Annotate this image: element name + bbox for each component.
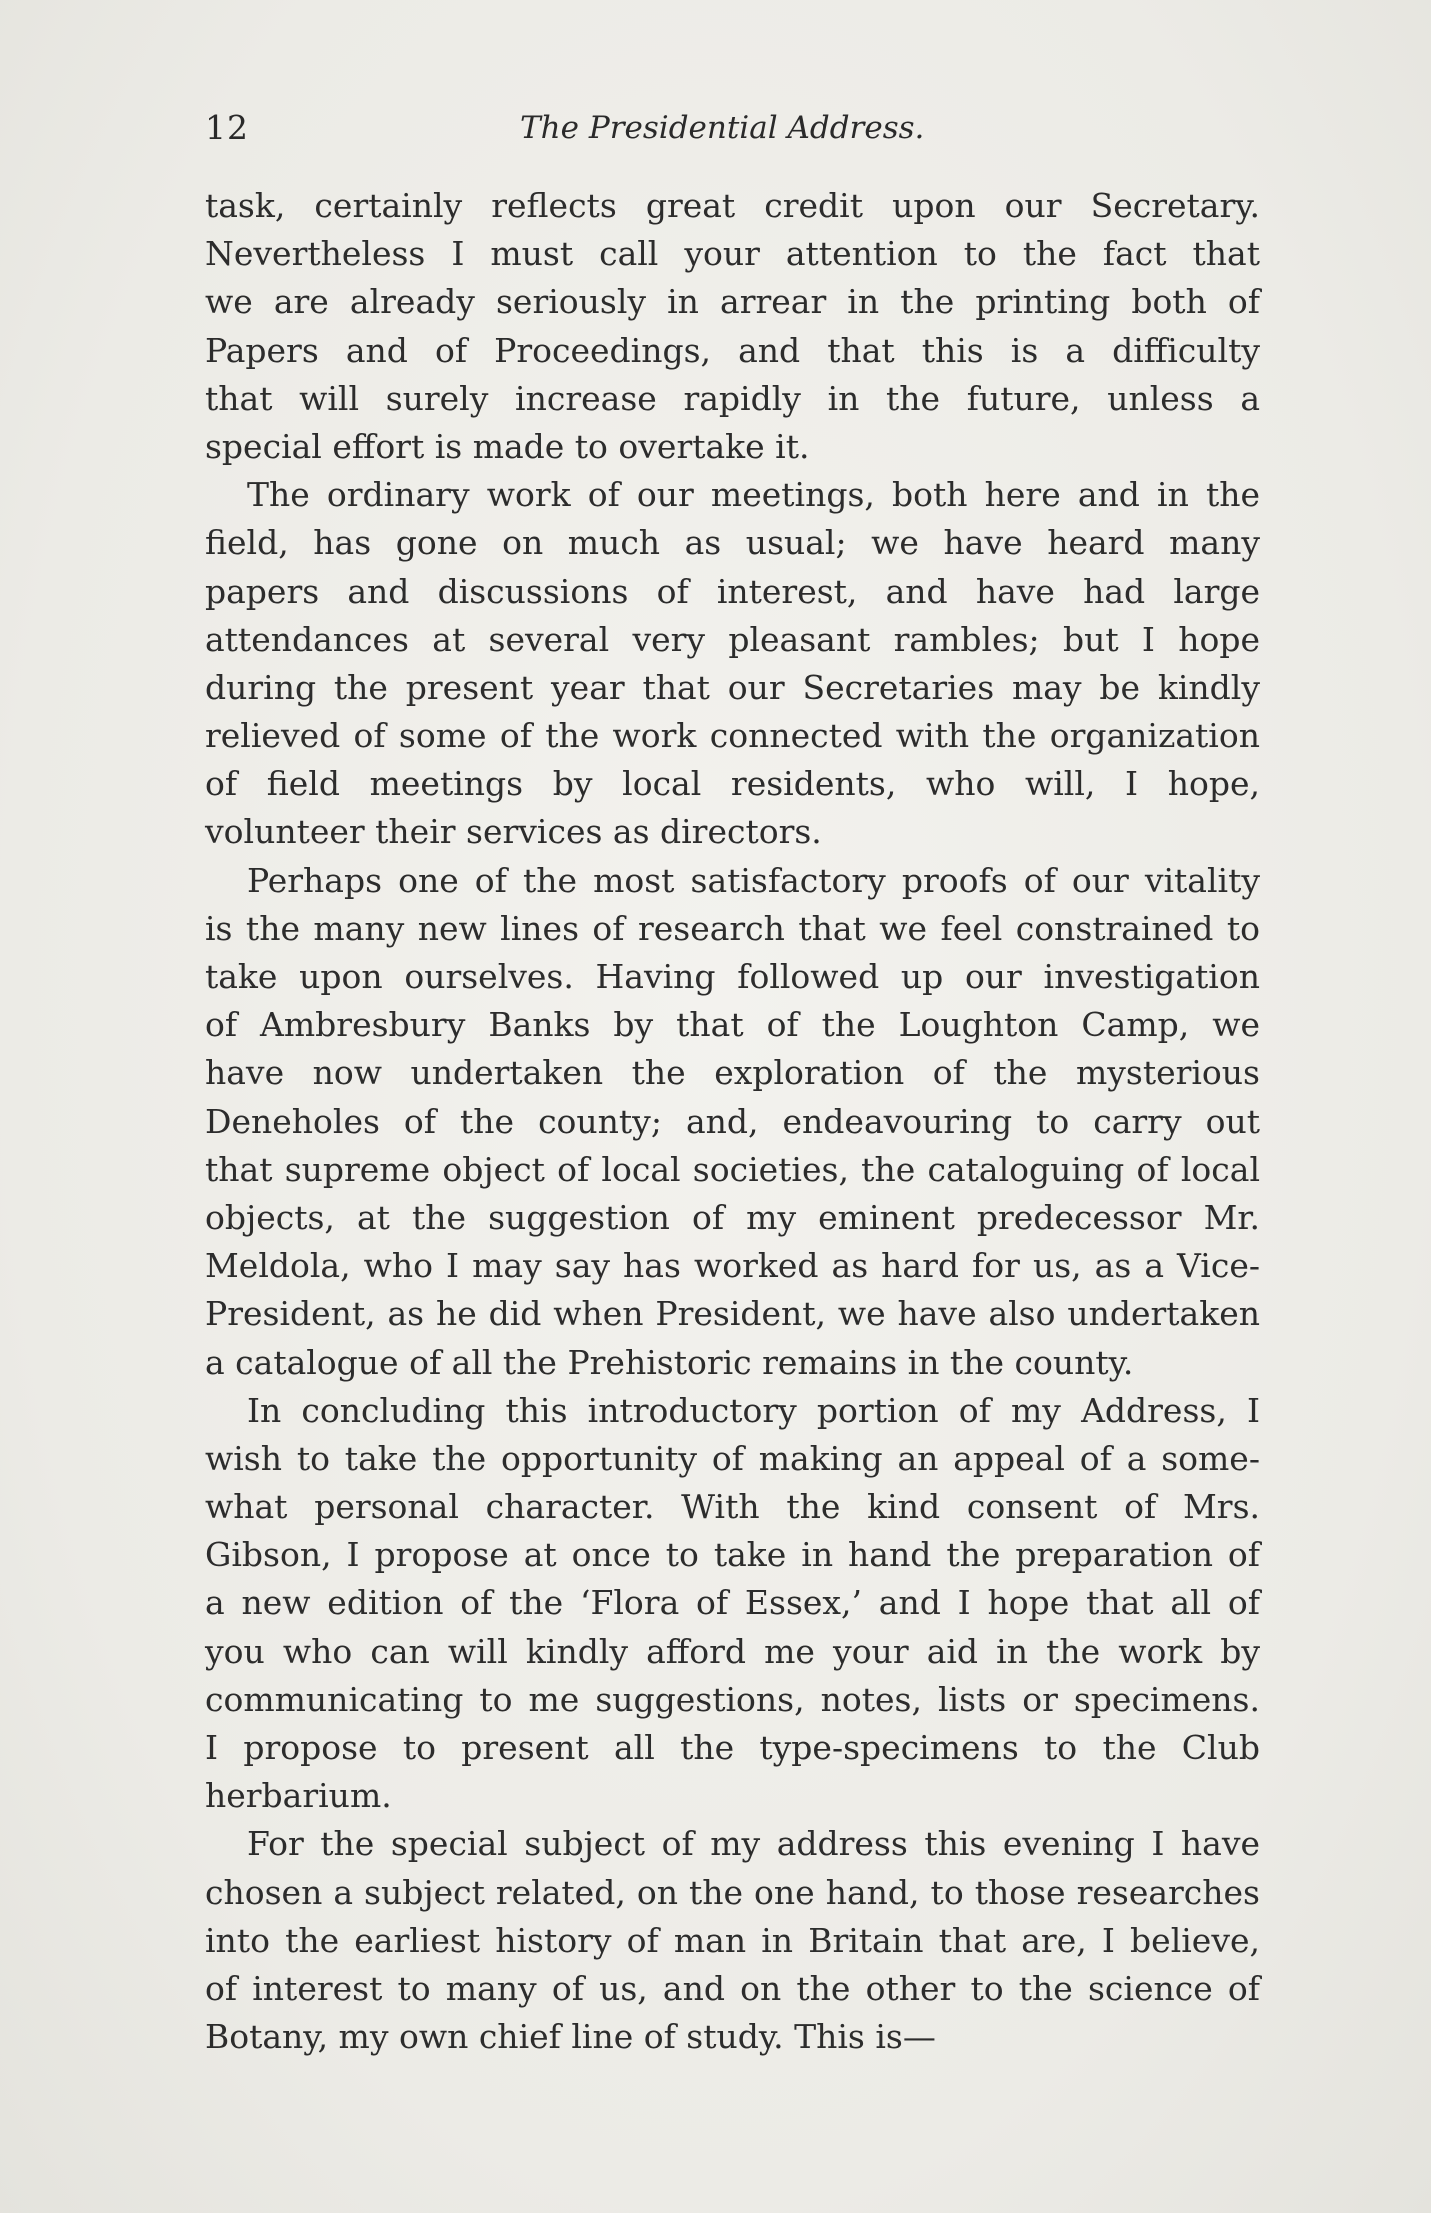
text-line: Deneholes of the county; and, endeavouring to carry out xyxy=(205,1101,1260,1141)
paragraph xyxy=(205,857,1260,1387)
text-line: into the earliest history of man in Britain that are, I believe, xyxy=(205,1920,1260,1960)
text-line: President, as he did when President, we have also undertaken xyxy=(205,1294,1260,1334)
text-line: that supreme object of local societies, the cataloguing of local xyxy=(205,1149,1260,1189)
text-line: herbarium. xyxy=(205,1776,392,1816)
text-line: have now undertaken the exploration of the mysterious xyxy=(205,1053,1260,1093)
text-line: you who can will kindly afford me your aid in the work by xyxy=(205,1631,1260,1671)
running-title: The Presidential Address. xyxy=(520,110,925,146)
text-line: during the present year that our Secretaries may be kindly xyxy=(205,667,1260,707)
page-number: 12 xyxy=(205,108,249,147)
text-line: Botany, my own chief line of study. This is— xyxy=(205,2017,936,2057)
text-line: objects, at the suggestion of my eminent predecessor Mr. xyxy=(205,1197,1260,1237)
paragraph xyxy=(205,182,1260,471)
paragraph xyxy=(205,1820,1260,2061)
text-line: field, has gone on much as usual; we have heard many xyxy=(205,523,1260,563)
text-line: we are already seriously in arrear in the printing both of xyxy=(205,282,1260,322)
text-line: task, certainly reflects great credit upon our Secretary. xyxy=(205,186,1260,225)
text-line: In concluding this introductory portion of my Address, I xyxy=(247,1390,1260,1430)
text-line: Meldola, who I may say has worked as hard for us, as a Vice- xyxy=(205,1246,1260,1286)
paragraph xyxy=(205,471,1260,857)
text-line: take upon ourselves. Having followed up our investigation xyxy=(205,957,1260,996)
body-text xyxy=(205,182,1260,2061)
text-line: of Ambresbury Banks by that of the Loughton Camp, we xyxy=(205,1005,1260,1045)
text-line: chosen a subject related, on the one hand, to those researches xyxy=(205,1872,1260,1912)
text-line: a catalogue of all the Prehistoric remains in the county. xyxy=(205,1342,1134,1382)
text-line: I propose to present all the type-specimens to the Club xyxy=(205,1728,1260,1767)
text-line: volunteer their services as directors. xyxy=(205,812,822,852)
text-line: what personal character. With the kind consent of Mrs. xyxy=(205,1487,1260,1527)
text-line: Nevertheless I must call your attention to the fact that xyxy=(205,234,1260,274)
text-line: For the special subject of my address this evening I have xyxy=(247,1824,1260,1864)
text-line: Gibson, I propose at once to take in hand the preparation of xyxy=(205,1535,1260,1575)
text-line: of field meetings by local residents, who will, I hope, xyxy=(205,764,1260,804)
text-line: is the many new lines of research that we feel constrained to xyxy=(205,908,1260,948)
text-line: communicating to me suggestions, notes, lists or specimens. xyxy=(205,1679,1260,1719)
text-line: Papers and of Proceedings, and that this is a difficulty xyxy=(205,330,1260,370)
text-line: Perhaps one of the most satisfactory proofs of our vitality xyxy=(247,860,1260,900)
text-line: a new edition of the ‘Flora of Essex,’ and I hope that all of xyxy=(205,1583,1260,1623)
text-line: attendances at several very pleasant rambles; but I hope xyxy=(205,619,1260,659)
text-line: The ordinary work of our meetings, both here and in the xyxy=(247,475,1260,515)
page-header xyxy=(205,108,1255,158)
text-line: relieved of some of the work connected with the organization xyxy=(205,716,1260,756)
text-line: of interest to many of us, and on the other to the science of xyxy=(205,1968,1260,2008)
text-line: that will surely increase rapidly in the future, unless a xyxy=(205,378,1260,418)
text-line: special effort is made to overtake it. xyxy=(205,426,810,466)
text-line: wish to take the opportunity of making an appeal of a some- xyxy=(205,1438,1260,1478)
paragraph xyxy=(205,1387,1260,1821)
text-line: papers and discussions of interest, and have had large xyxy=(205,571,1260,611)
